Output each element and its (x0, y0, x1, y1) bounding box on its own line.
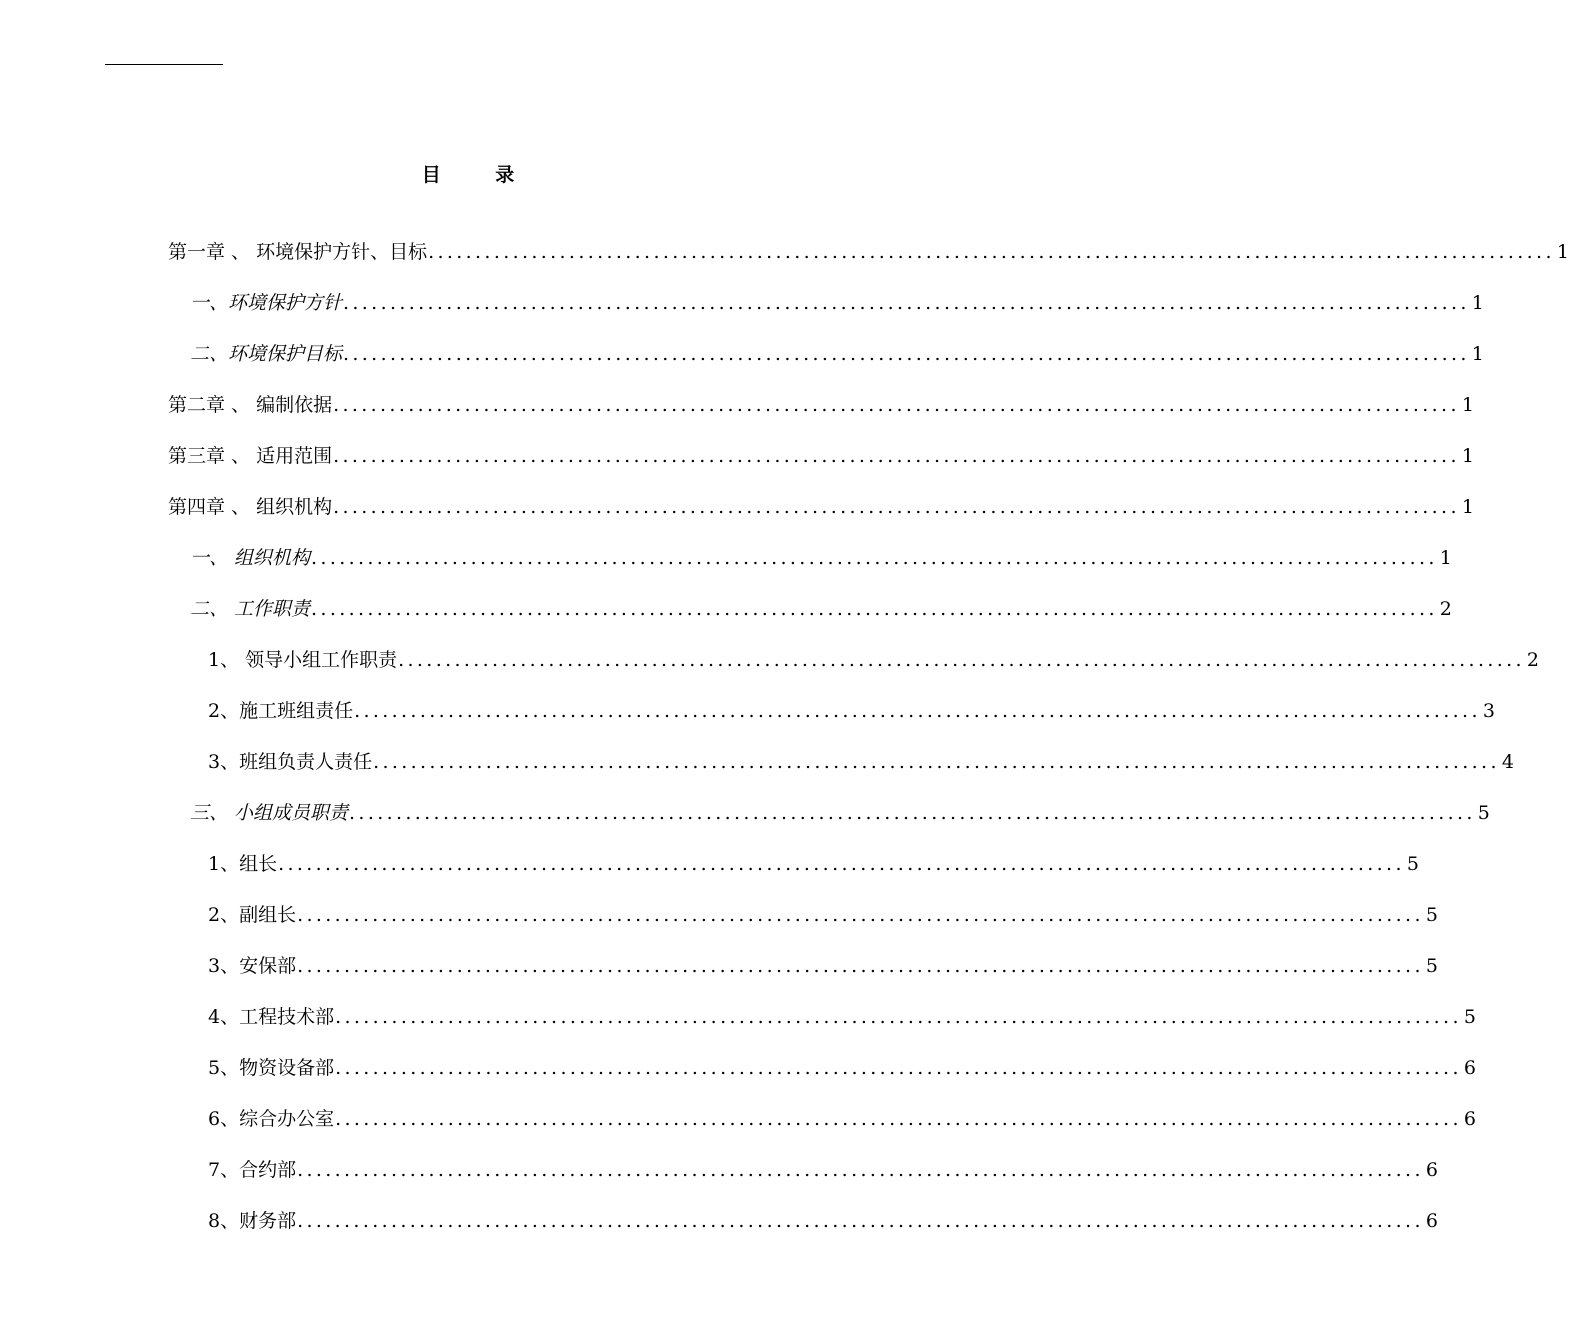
toc-entry-page: 1 (1439, 547, 1452, 569)
toc-entry-label: 3、班组负责人责任 (208, 751, 373, 773)
toc-entry-label: 2、副组长 (208, 904, 297, 926)
dot-leader: ........................................................................................................................ (311, 598, 1438, 620)
dot-leader: ........................................................................................................................ (297, 955, 1424, 977)
toc-entry-label: 8、财务部 (208, 1210, 297, 1232)
toc-entry-page: 6 (1463, 1108, 1476, 1130)
toc-entry-chapter-3[interactable] (168, 442, 1474, 470)
toc-entry-item-4-3-4[interactable] (208, 1003, 1476, 1031)
toc-entry-label: 2、施工班组责任 (208, 700, 354, 722)
toc-entry-item-4-2-2[interactable] (208, 697, 1495, 725)
toc-entry-label: 5、物资设备部 (208, 1057, 335, 1079)
toc-entry-label: 1、组长 (208, 853, 278, 875)
toc-entry-label: 三、 小组成员职责 (190, 802, 349, 824)
dot-leader: ........................................................................................................................ (297, 1210, 1424, 1232)
toc-entry-page: 1 (1461, 496, 1474, 518)
toc-title: 目 录 (421, 164, 539, 186)
toc-entry-item-4-3-1[interactable] (208, 850, 1419, 878)
dot-leader: ........................................................................................................................ (311, 547, 1438, 569)
dot-leader: ........................................................................................................................ (335, 1006, 1462, 1028)
toc-entry-item-4-2-1[interactable] (208, 646, 1539, 674)
toc-entry-page: 6 (1463, 1057, 1476, 1079)
dot-leader: ........................................................................................................................ (343, 292, 1470, 314)
toc-entry-section-1-1[interactable] (190, 289, 1484, 317)
toc-entry-page: 2 (1526, 649, 1539, 671)
toc-entry-label: 一、环境保护方针 (190, 292, 343, 314)
toc-entry-page: 1 (1461, 394, 1474, 416)
dot-leader: ........................................................................................................................ (335, 1057, 1462, 1079)
toc-entry-page: 1 (1461, 445, 1474, 467)
toc-entry-label: 第四章 、 组织机构 (168, 496, 333, 518)
toc-entry-section-4-2[interactable] (190, 595, 1452, 623)
dot-leader: ........................................................................................................................ (398, 649, 1525, 671)
toc-entry-page: 1 (1471, 292, 1484, 314)
toc-entry-label: 二、 工作职责 (190, 598, 311, 620)
toc-entry-label: 6、综合办公室 (208, 1108, 335, 1130)
dot-leader: ........................................................................................................................ (297, 1159, 1424, 1181)
toc-entry-label: 第二章 、 编制依据 (168, 394, 333, 416)
dot-leader: ........................................................................................................................ (349, 802, 1476, 824)
dot-leader: ........................................................................................................................ (335, 1108, 1462, 1130)
dot-leader: ........................................................................................................................ (428, 241, 1555, 263)
toc-entry-label: 7、合约部 (208, 1159, 297, 1181)
toc-entry-page: 5 (1425, 955, 1438, 977)
toc-entry-page: 4 (1501, 751, 1514, 773)
toc-entry-label: 一、 组织机构 (190, 547, 311, 569)
toc-entry-label: 3、安保部 (208, 955, 297, 977)
toc-entry-page: 3 (1482, 700, 1495, 722)
toc-entry-chapter-4[interactable] (168, 493, 1474, 521)
dot-leader: ........................................................................................................................ (297, 904, 1424, 926)
toc-entry-label: 第三章 、 适用范围 (168, 445, 333, 467)
toc-entry-section-1-2[interactable] (190, 340, 1484, 368)
toc-entry-page: 6 (1425, 1159, 1438, 1181)
dot-leader: ........................................................................................................................ (333, 496, 1460, 518)
dot-leader: ........................................................................................................................ (373, 751, 1500, 773)
toc-entry-label: 1、 领导小组工作职责 (208, 649, 398, 671)
toc-entry-page: 1 (1556, 241, 1569, 263)
toc-entry-page: 5 (1463, 1006, 1476, 1028)
toc-entry-item-4-3-3[interactable] (208, 952, 1438, 980)
toc-entry-item-4-3-5[interactable] (208, 1054, 1476, 1082)
toc-entry-section-4-1[interactable] (190, 544, 1452, 572)
toc-entry-page: 1 (1471, 343, 1484, 365)
toc-entry-label: 4、工程技术部 (208, 1006, 335, 1028)
dot-leader: ........................................................................................................................ (278, 853, 1405, 875)
toc-entry-label: 第一章 、 环境保护方针、目标 (168, 241, 428, 263)
header-rule (105, 64, 223, 65)
toc-entry-item-4-3-8[interactable] (208, 1207, 1438, 1235)
toc-entry-page: 5 (1477, 802, 1490, 824)
toc-entry-label: 二、环境保护目标 (190, 343, 343, 365)
toc-entry-item-4-3-7[interactable] (208, 1156, 1438, 1184)
toc-entry-chapter-1[interactable] (168, 238, 1569, 266)
toc-entry-page: 2 (1439, 598, 1452, 620)
dot-leader: ........................................................................................................................ (333, 445, 1460, 467)
toc-entry-section-4-3[interactable] (190, 799, 1490, 827)
toc-entry-item-4-2-3[interactable] (208, 748, 1514, 776)
toc-entry-item-4-3-2[interactable] (208, 901, 1438, 929)
dot-leader: ........................................................................................................................ (333, 394, 1460, 416)
toc-entry-item-4-3-6[interactable] (208, 1105, 1476, 1133)
toc-entry-page: 6 (1425, 1210, 1438, 1232)
toc-entry-page: 5 (1406, 853, 1419, 875)
toc-entry-chapter-2[interactable] (168, 391, 1474, 419)
dot-leader: ........................................................................................................................ (354, 700, 1481, 722)
dot-leader: ........................................................................................................................ (343, 343, 1470, 365)
toc-entry-page: 5 (1425, 904, 1438, 926)
